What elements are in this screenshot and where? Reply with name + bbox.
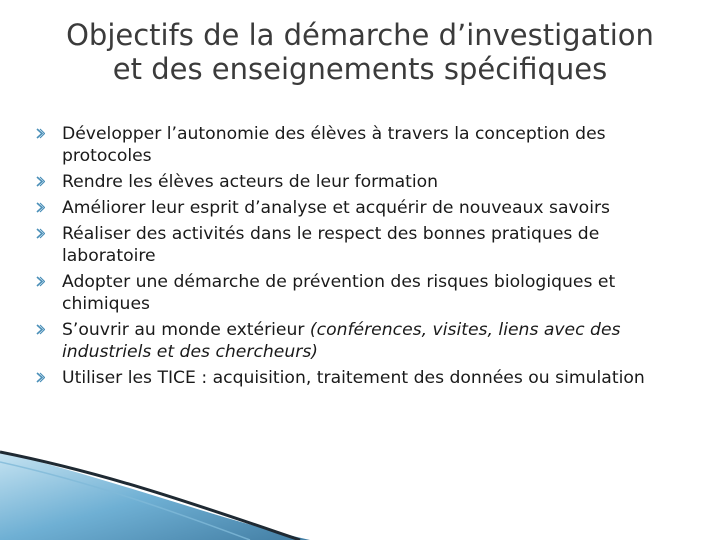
bullet-text: Adopter une démarche de prévention des risques biologiques et chimiques xyxy=(62,272,616,314)
arrow-bullet-icon xyxy=(36,202,45,213)
title-line-2: et des enseignements spécifiques xyxy=(112,52,608,86)
bullet-text: Réaliser des activités dans le respect des bonnes pratiques de laboratoire xyxy=(62,224,600,266)
corner-swoosh-fill xyxy=(0,452,310,540)
arrow-bullet-icon xyxy=(36,372,45,383)
arrow-bullet-icon xyxy=(36,324,45,335)
arrow-bullet-icon xyxy=(36,228,45,239)
corner-swoosh-line xyxy=(0,452,300,540)
list-item xyxy=(36,171,696,193)
list-item xyxy=(36,123,696,167)
list-item xyxy=(36,223,696,267)
list-item xyxy=(36,319,696,363)
list-item xyxy=(36,197,696,219)
title-line-1: Objectifs de la démarche d’investigation xyxy=(66,18,654,52)
bullet-text: Développer l’autonomie des élèves à travers la conception des protocoles xyxy=(62,124,606,166)
bullet-text-italic: (conférences, visites, liens avec des industriels et des chercheurs) xyxy=(62,320,621,362)
page-title xyxy=(20,18,700,86)
arrow-bullet-icon xyxy=(36,276,45,287)
arrow-bullet-icon xyxy=(36,176,45,187)
bullet-text: Utiliser les TICE : acquisition, traitement des données ou simulation xyxy=(62,368,645,388)
arrow-bullet-icon xyxy=(36,128,45,139)
list-item xyxy=(36,367,696,389)
corner-swoosh-line-inner xyxy=(0,462,250,540)
bullet-list xyxy=(36,123,696,393)
bullet-text: Améliorer leur esprit d’analyse et acquérir de nouveaux savoirs xyxy=(62,198,610,218)
list-item xyxy=(36,271,696,315)
bullet-text: Rendre les élèves acteurs de leur formation xyxy=(62,172,439,192)
bullet-text: S’ouvrir au monde extérieur xyxy=(62,320,310,340)
